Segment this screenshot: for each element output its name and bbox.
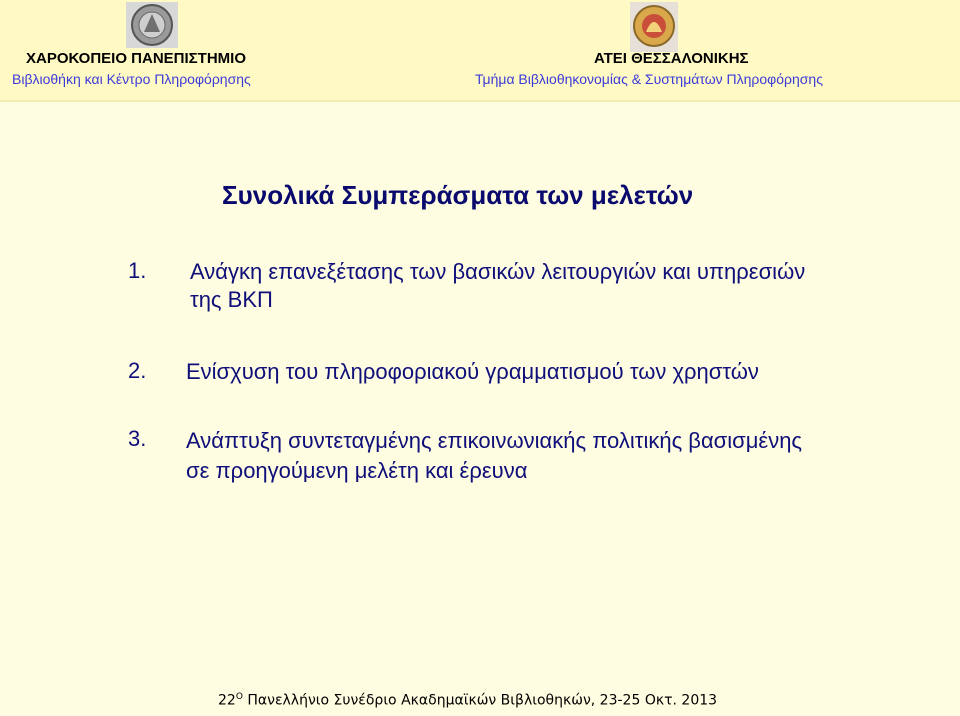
right-institution-name: ΑΤΕΙ ΘΕΣΣΑΛΟΝΙΚΗΣ — [594, 50, 749, 67]
list-item-number: 3. — [128, 426, 147, 451]
list-item-number: 2. — [128, 358, 147, 383]
university-seal-icon — [126, 2, 178, 48]
footer-ordinal: 22 — [218, 692, 236, 709]
header-banner — [0, 0, 960, 100]
list-item-text: Ανάπτυξη συντεταγμένης επικοινωνιακής πολιτικής βασισμένης σε προηγούμενη μελέτη και έρευνα — [186, 428, 803, 483]
list-item-number: 1. — [128, 258, 147, 283]
left-department-name: Βιβλιοθήκη και Κέντρο Πληροφόρησης — [12, 71, 251, 87]
conference-footer — [218, 692, 717, 709]
header-divider — [0, 100, 960, 102]
list-item-text: Ενίσχυση του πληροφοριακού γραμματισμού των χρηστών — [186, 359, 759, 384]
footer-ordinal-suffix: Ο — [235, 692, 243, 702]
slide-title: Συνολικά Συμπεράσματα των μελετών — [222, 180, 694, 210]
ateith-seal-icon — [630, 2, 678, 52]
list-item-text: Ανάγκη επανεξέτασης των βασικών λειτουργιών και υπηρεσιών της ΒΚΠ — [190, 259, 806, 312]
right-department-name: Τμήμα Βιβλιοθηκονομίας & Συστημάτων Πληροφόρησης — [475, 71, 823, 87]
footer-text: Πανελλήνιο Συνέδριο Ακαδημαϊκών Βιβλιοθηκών, 23-25 Οκτ. 2013 — [242, 692, 718, 709]
left-institution-name: ΧΑΡΟΚΟΠΕΙΟ ΠΑΝΕΠΙΣΤΗΜΙΟ — [26, 50, 246, 67]
